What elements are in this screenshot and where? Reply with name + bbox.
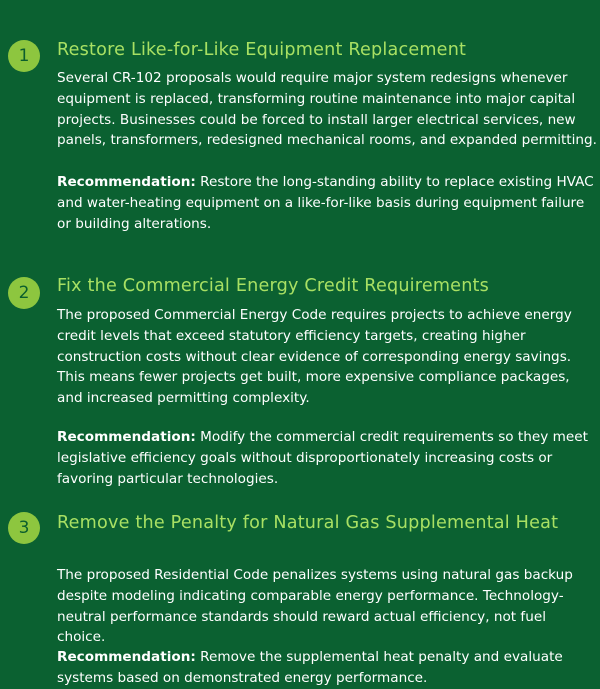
section-2-body: The proposed Commercial Energy Code requires projects to achieve energy credit levels that exceed statutory efficiency targets, creating higher construction costs without clear evidence of corresponding energy savings. This means fewer projects get built, more expensive compliance packages, and increased permitting complexity. (57, 307, 572, 407)
section-1-body: Several CR-102 proposals would require major system redesigns whenever equipment is replaced, transforming routine maintenance into major capital projects. Businesses could be forced to install larger electrical services, new panels, transformers, redesigned mechanical rooms, and expanded permitting. (57, 70, 597, 149)
section-2-recommendation (57, 427, 597, 489)
section-3-title: Remove the Penalty for Natural Gas Supplemental Heat (57, 513, 559, 533)
recommendation-label: Recommendation: (57, 174, 196, 190)
section-1-recommendation (57, 172, 597, 234)
recommendation-label: Recommendation: (57, 649, 196, 665)
recommendation-text: Restore the long-standing ability to replace existing HVAC and water-heating equipment on a like-for-like basis during equipment failure or building alterations. (57, 174, 594, 232)
section-3-recommendation (57, 647, 597, 689)
recommendation-text: Remove the supplemental heat penalty and evaluate systems based on demonstrated energy performance. (57, 649, 563, 686)
section-3-body: The proposed Residential Code penalizes systems using natural gas backup despite modeling indicating comparable energy performance. Technology-neutral performance standards should reward actual efficiency, not fuel choice. (57, 567, 573, 646)
number-badge-2: 2 (8, 277, 40, 309)
recommendation-text: Modify the commercial credit requirements so they meet legislative efficiency goals without disproportionately increasing costs or favoring particular technologies. (57, 429, 588, 487)
number-badge-1: 1 (8, 40, 40, 72)
recommendation-label: Recommendation: (57, 429, 196, 445)
section-2-title: Fix the Commercial Energy Credit Requirements (57, 276, 490, 296)
number-badge-3: 3 (8, 512, 40, 544)
section-1-title: Restore Like-for-Like Equipment Replacement (57, 40, 467, 60)
